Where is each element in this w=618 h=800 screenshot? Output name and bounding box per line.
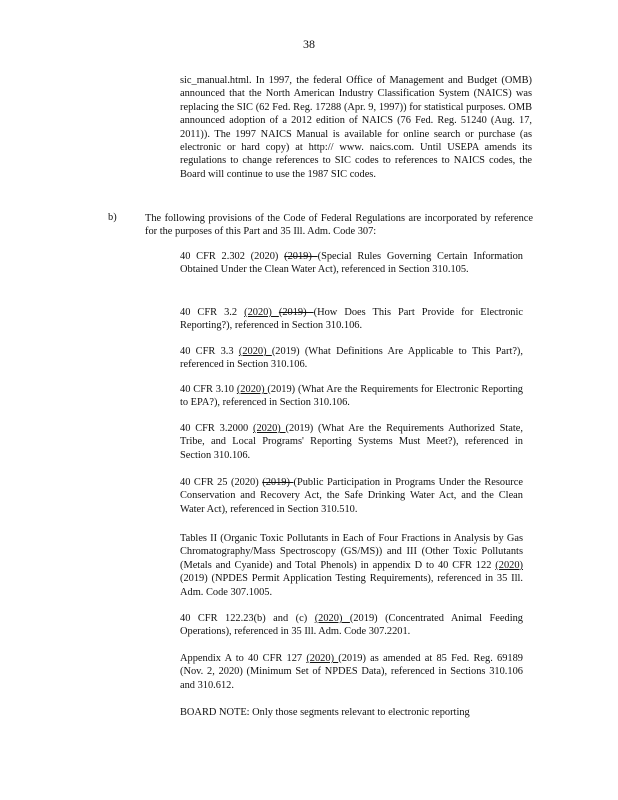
inserted-text: (2020) [314,613,350,624]
reference-entry [180,532,523,599]
entry-text-rest: (2019) (What Are the Requirements Authorized State, Tribe, and Local Programs' Reporting Systems Must Meet?), referenced in Section 310.106. [180,423,523,461]
entry-text: 40 CFR 2.302 (2020) [180,251,285,262]
intro-text: sic_manual.html. In 1997, the federal Office of Management and Budget (OMB) announced that the North American Industry Classification System (NAICS) was replacing the SIC (62 Fed. Reg. 17288 (Apr. 9, 1997)) for statistical purposes. OMB announced adoption of a 2012 edition of NAICS (76 Fed. Reg. 51240 (Aug. 17, 2011)). The 1997 NAICS Manual is available for online search or purchase (as electronic or hard copy) at http:// www. naics.com. Until USEPA amends its regulations to change references to SIC codes to references to NAICS codes, the Board will continue to use the 1987 SIC codes. [180,75,532,180]
inserted-text: (2020) [238,346,272,357]
inserted-text: (2020) [306,653,339,664]
intro-paragraph [180,74,532,181]
entry-text: 40 CFR 122.23(b) and (c) [180,613,315,624]
section-b-paragraph: The following provisions of the Code of Federal Regulations are incorporated by reference for the purposes of this Part and 35 Ill. Adm. Code 307: [145,213,533,238]
reference-entry [180,250,523,277]
entry-text-rest: (How Does This Part Provide for Electronic Reporting?), referenced in Section 310.106. [180,307,524,332]
page-number: 38 [303,37,315,51]
entry-text: 40 CFR 25 (2020) [180,477,263,488]
reference-entry [180,306,523,333]
board-note [180,706,523,719]
inserted-text: (2020) [244,307,279,318]
entry-text: Tables II (Organic Toxic Pollutants in Each of Four Fractions in Analysis by Gas Chromatography/Mass Spectroscopy (GS/MS)) and III (Other Toxic Pollutants (Metals and Cyanide) and Total Phenols) in appendix D to 40 CFR 122 [180,533,523,571]
entry-text-rest: (2019) (What Definitions Are Applicable to This Part?), referenced in Section 310.106. [180,346,523,371]
reference-entry [180,612,523,639]
inserted-text: (2020) [236,384,268,395]
entry-text-rest: (Public Participation in Programs Under the Resource Conservation and Recovery Act, the Safe Drinking Water Act, and the Clean Water Act), referenced in Section 310.510. [180,477,523,515]
entry-text: 40 CFR 3.2000 [180,423,254,434]
entry-text: 40 CFR 3.3 [180,346,239,357]
entry-text-rest: (Special Rules Governing Certain Information Obtained Under the Clean Water Act), referenced in Section 310.105. [180,251,523,276]
reference-entry [180,422,523,462]
entry-text: 40 CFR 3.10 [180,384,237,395]
reference-entry [180,476,523,516]
entry-text: 40 CFR 3.2 [180,307,245,318]
deleted-text: (2019) [278,307,314,318]
inserted-text: (2020) [495,559,523,571]
section-b-text [145,212,533,239]
deleted-text: (2019) [262,477,294,488]
entry-text-rest: (2019) as amended at 85 Fed. Reg. 69189 (Nov. 2, 2020) (Minimum Set of NPDES Data), referenced in Sections 310.106 and 310.612. [180,653,523,691]
reference-entry [180,345,523,372]
board-note-text: BOARD NOTE: Only those segments relevant to electronic reporting [180,707,470,718]
entry-text: Appendix A to 40 CFR 127 [180,653,307,664]
entry-text-rest: (2019) (Concentrated Animal Feeding Operations), referenced in 35 Ill. Adm. Code 307.2201. [180,613,523,638]
entry-text-rest: (2019) (NPDES Permit Application Testing Requirements), referenced in 35 Ill. Adm. Code 307.1005. [180,573,523,598]
deleted-text: (2019) [284,251,318,262]
reference-entry [180,652,523,692]
inserted-text: (2020) [253,423,286,434]
reference-entry [180,383,523,410]
entry-text-rest: (2019) (What Are the Requirements for Electronic Reporting to EPA?), referenced in Section 310.106. [180,384,523,409]
section-marker: b) [108,212,117,223]
